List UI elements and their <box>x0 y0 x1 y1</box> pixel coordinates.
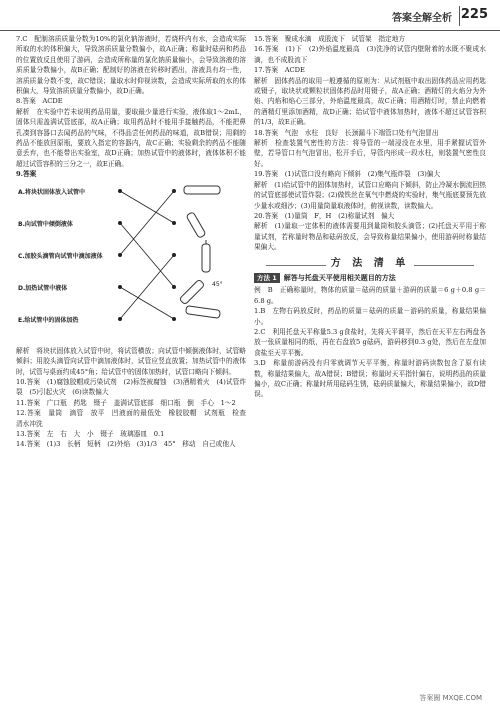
method-title: 解答与托盘天平使用相关题目的方法 <box>283 272 396 282</box>
page-number: 225 <box>460 7 488 22</box>
section-title: 方 法 清 单 <box>254 259 486 269</box>
explanation-18: 解析 检查装置气密性的方法：将导管的一端浸没在水里，用手紧握试管外壁，若导管口有气泡冒出，松开手后，导管内形成一段水柱，则装置气密性良好。 <box>254 139 486 168</box>
method-example: 例 B 正确称量时，物体的质量＝砝码的质量＋游码的质量＝6 g＋0.8 g＝6.8 g。 <box>254 286 486 305</box>
answer-15: 15.答案 聚成水滴 成股流下 试管架 指定地方 <box>254 35 406 43</box>
tube-tilted-icon <box>186 211 206 238</box>
explanation-8: 解析 在实验中若未说明药品用量，要取最少量进行实验，液体取1～2mL，固体只需盖满试管底部，故A正确；取用药品时不能用手接触药品，不能把鼻孔凑到容器口去闻药品的气味，不得品尝任何药品的味道，故B错误；用剩的药品不能放回原瓶，要放入指定的容器内，故C正确；实验剩余的药品不能随意丢弃，也不能带出实验室，故D正确；加热试管中的液体时，液体体积不能超过试管容积的三分之一，故E正确。 <box>16 107 246 168</box>
answer-20: 20.答案 (1)量筒 F，H (2)称量试剂 偏大 <box>254 211 395 220</box>
tube-down-icon <box>186 305 221 318</box>
answer-7: 7.C 配制溶质质量分数为10%的氯化钠溶液时，若烧杯内有水，会造成实际所取的水的体积偏大，导致溶质质量分数偏小，故A正确；称量时砝码和药品的位置放反且使用了游码，会造成所称量的氯化钠质量偏小，会导致溶液的溶质质量分数偏小，故B正确；配制好的溶液在转移时洒出，溶液具有均一性，溶质质量分数不变，故C错误；量取水时仰视读数，会造成实际所取的水的体积偏大，导致溶质质量分数偏小，故D正确。 <box>16 35 246 96</box>
left-column <box>16 34 253 450</box>
answer-14: 14.答案 (1)3 长柄 短柄 (2)外焰 (3)1/3 45° 移动 自己或他人 <box>16 440 236 449</box>
answer-8: 8.答案 ACDE <box>16 97 63 106</box>
answer-9: 9.答案 <box>16 170 37 179</box>
answer-10: 10.答案 (1)腐蚀胶帽或污染试剂 (2)标签被腐蚀 (3)酒精着火 (4)试管炸裂 (5)引起火灾 (6)读数偏大 <box>16 377 246 397</box>
diagram-lines <box>16 182 246 342</box>
diagram-label-d: D.加热试管中液体 <box>18 284 68 292</box>
tube-45-icon <box>179 279 204 304</box>
diagram-label-a: A.将块状固体放入试管中 <box>18 188 86 196</box>
tube-vertical-icon <box>202 244 210 272</box>
right-column <box>254 34 486 400</box>
explanation-9: 解析 将块状固体放入试管中时，将试管横放；向试管中倾倒液体时，试管略倾斜；用胶头滴管向试管中滴加液体时，试管应竖直放置；加热试管中的液体时，试管与桌面约成45°角；给试管中的固体加热时，试管口略向下倾斜。 <box>16 346 246 376</box>
method-answer-3: 3.D 称量前游码没有归零就调节天平平衡，称量时游码读数包含了原有读数，称量结果偏大，故A错误；B错误；称量时天平指针偏右，说明药品的质量偏小，故C正确；称量时所用砝码生锈，砝码质量偏大，称量结果偏小，故D错误。 <box>254 359 486 399</box>
matching-diagram <box>16 182 246 342</box>
page-header <box>0 0 500 31</box>
tube-horizontal-icon <box>184 186 220 194</box>
header-label: 答案全解全析 <box>392 13 452 24</box>
explanation-17: 解析 固体药品的取用一般遵循的原则为：从试剂瓶中取出固体药品应用药匙或镊子，取块状或颗粒状固体药品时用镊子，故A正确；酒精灯的火焰分为外焰、内焰和焰心三部分，外焰温度最高，故C正确；用酒精灯时，禁止向燃着的酒精灯里添加酒精，故D正确；给试管中液体加热时，液体不超过试管容积的1/3，故E正确。 <box>254 76 486 127</box>
explanation-20: 解析 (1)量取一定体积的液体需要用到量筒和胶头滴管；(2)托盘天平用于称量试剂，若称量时物品和砝码放反，会导致称量结果偏小，使用游码时称量结果偏大。 <box>254 222 486 252</box>
header-divider <box>459 6 460 26</box>
answer-12: 12.答案 量筒 滴管 放平 凹液面的最低处 橡胶胶帽 试剂瓶 检查 清水冲洗 <box>16 409 253 428</box>
answer-19: 19.答案 (1)试管口没有略向下倾斜 (2)集气瓶炸裂 (3)偏大 <box>254 170 441 179</box>
method-answer-2: 2.C 利用托盘天平称量5.3 g食盐时，先将天平调平，然后在天平左右两盘各放一张质量相同的纸，再在右盘放5 g砝码，游码移到0.3 g处，然后在左盘加食盐至天平平衡。 <box>254 327 486 357</box>
answer-17: 17.答案 ACDE <box>254 66 305 75</box>
explanation-19: 解析 (1)给试管中的固体加热时，试管口应略向下倾斜，防止冷凝水倒流回热的试管底部使试管炸裂；(2)做铁丝在氧气中燃烧的实验时，集气瓶底要预先放少量水或细沙；(3)用量筒量取液体时，俯视读数，读数偏大。 <box>254 180 486 210</box>
watermark-logo: 答案圈 MXQE.COM <box>419 694 482 702</box>
answer-11: 11.答案 广口瓶 药匙 镊子 盖满试管底部 细口瓶 倒 手心 1～2 <box>16 398 236 407</box>
method-tag: 方法 1 <box>254 273 280 283</box>
answer-18: 18.答案 气泡 水柱 良好 长颈漏斗下端管口处有气泡冒出 <box>254 128 439 137</box>
answer-16: 16.答案 (1)下 (2)外焰温度最高 (3)洗净的试管内壁附着的水既不聚成水滴，也不成股流下 <box>254 45 486 64</box>
method-heading <box>254 273 486 283</box>
angle-label: 45° <box>212 280 223 288</box>
answer-13: 13.答案 左 右 大 小 镊子 玻璃器皿 0.1 <box>16 429 165 438</box>
diagram-label-e: E.给试管中的固体加热 <box>18 316 79 324</box>
diagram-label-c: C.加胶头滴管向试管中滴加液体 <box>18 252 103 260</box>
method-answer-1: 1.B 左物右码放反时，药品的质量＝砝码的质量－游码的质量，称量结果偏小。 <box>254 307 486 326</box>
diagram-label-b: B.向试管中倾倒液体 <box>18 220 73 228</box>
